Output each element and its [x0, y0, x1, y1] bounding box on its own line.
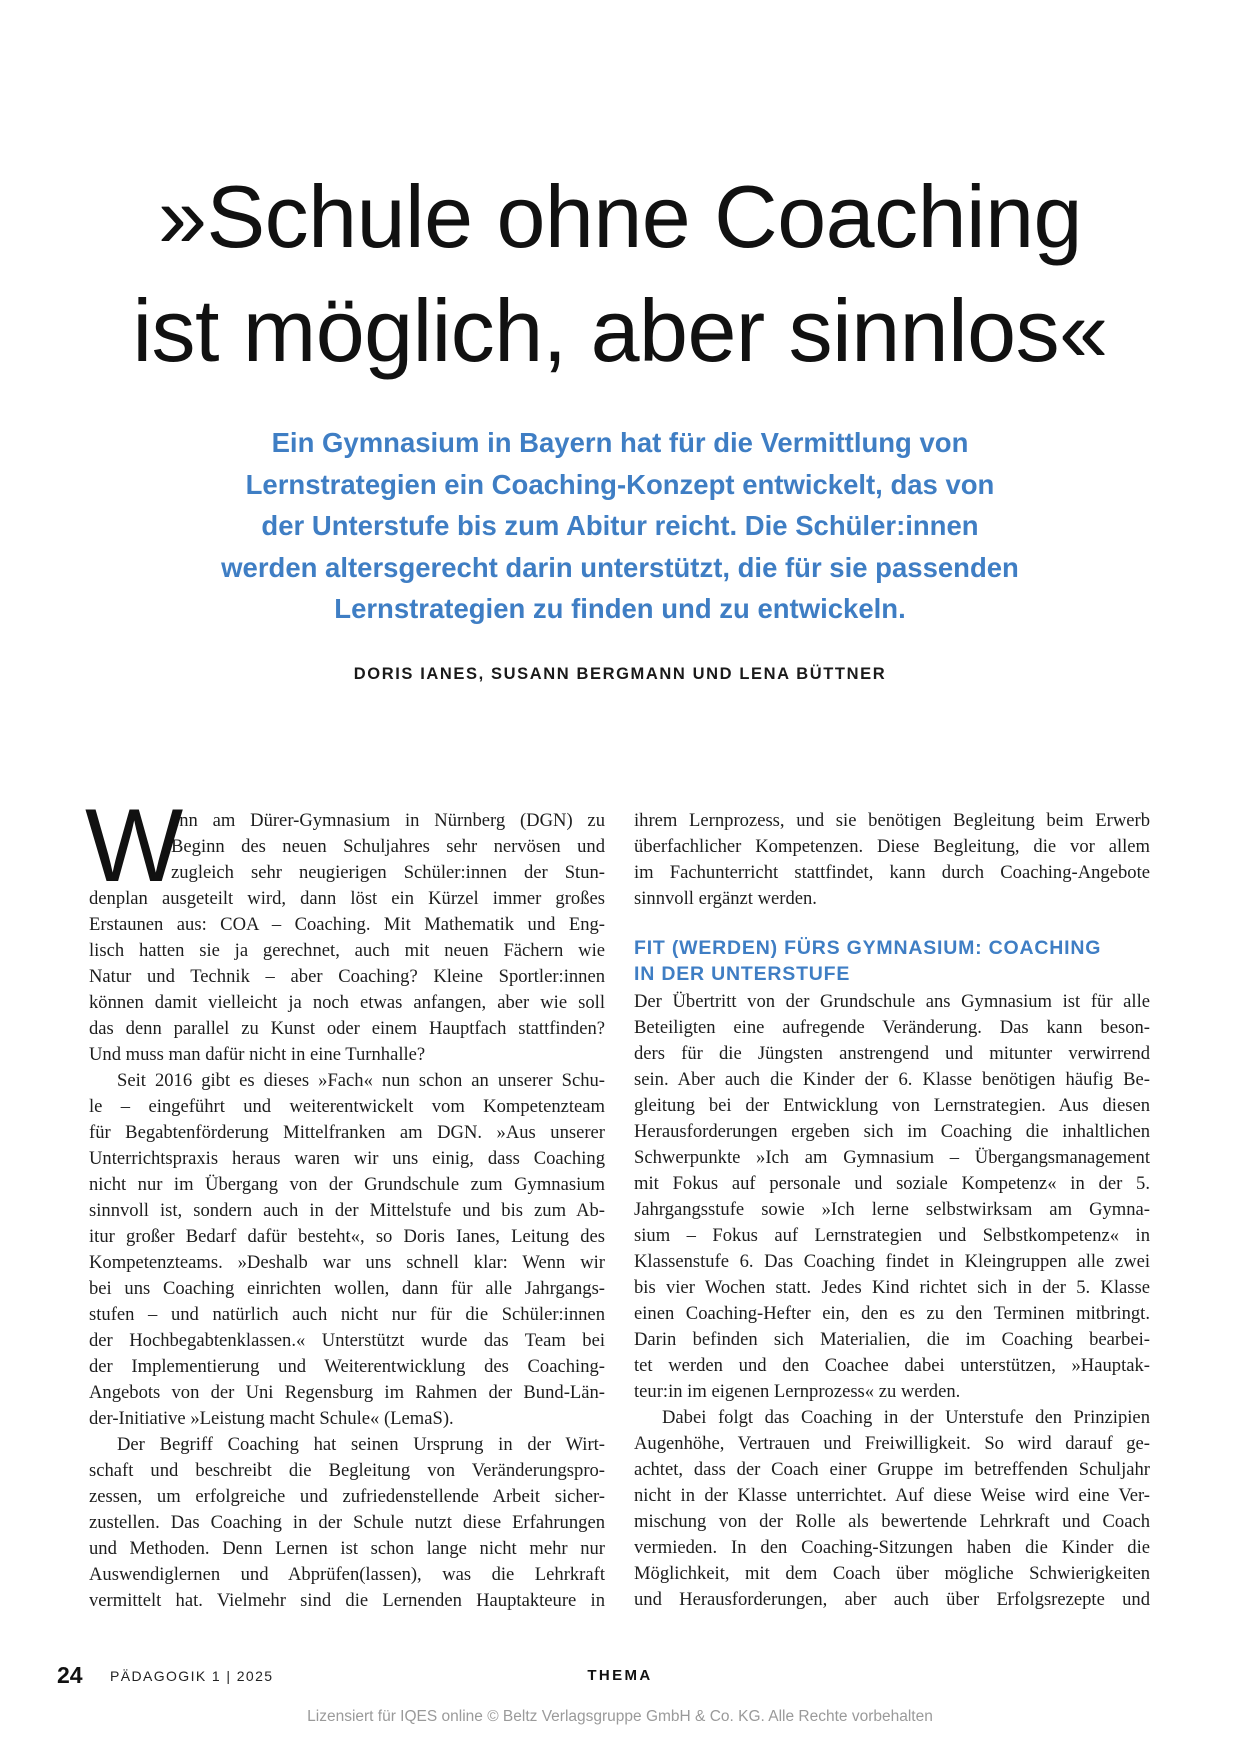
lead-line: werden altersgerecht darin unterstützt, die für sie passenden: [221, 551, 1019, 583]
text-line: gleitung bei der Entwicklung von Lernstrategien. Aus diesen: [634, 1095, 1150, 1116]
text-line: Jahrgangsstufe sowie »Ich lerne selbstwirksam am Gymna-: [634, 1199, 1150, 1220]
text-line: Erstaunen aus: COA – Coaching. Mit Mathematik und Eng-: [89, 914, 605, 935]
text-line: können damit vielleicht ja noch etwas anfangen, aber wie soll: [89, 992, 605, 1013]
text-line: das denn parallel zu Kunst oder einem Hauptfach stattfinden?: [89, 1018, 605, 1039]
text-line: bei uns Coaching einrichten wollen, dann für alle Jahrgangs-: [89, 1278, 605, 1299]
license-notice: Lizensiert für IQES online © Beltz Verlagsgruppe GmbH & Co. KG. Alle Rechte vorbehalten: [307, 1708, 933, 1725]
text-line: Seit 2016 gibt es dieses »Fach« nun schon an unserer Schu-: [117, 1070, 605, 1091]
text-line: Kompetenzteams. »Deshalb war uns schnell klar: Wenn wir: [89, 1252, 605, 1273]
lead-line: der Unterstufe bis zum Abitur reicht. Die Schüler:innen: [261, 510, 979, 541]
section-label: THEMA: [587, 1667, 653, 1684]
text-line: nicht in der Klasse unterrichtet. Auf diese Weise wird eine Ver-: [634, 1485, 1150, 1506]
drop-cap: W: [85, 788, 184, 904]
text-line: zessen, um erfolgreiche und zufriedenstellende Arbeit sicher-: [89, 1486, 605, 1507]
text-line: der Implementierung und Weiterentwicklung des Coaching-: [89, 1356, 605, 1377]
paragraph: [634, 1405, 1150, 1613]
title-line: »Schule ohne Coaching: [158, 167, 1082, 266]
text-line: und Methoden. Denn Lernen ist schon lange nicht mehr nur: [89, 1538, 605, 1559]
text-line: mischung von der Rolle als bewertende Lehrkraft und Coach: [634, 1511, 1150, 1532]
text-line: sinnvoll ist, sondern auch in der Mittelstufe und bis zum Ab-: [89, 1200, 605, 1221]
text-line: mit Fokus auf personale und soziale Kompetenz« in der 5.: [634, 1173, 1150, 1194]
text-line: tet werden und den Coachee dabei unterstützen, »Hauptak-: [634, 1355, 1150, 1376]
text-line: le – eingeführt und weiterentwickelt vom Kompetenzteam: [89, 1096, 605, 1117]
text-line: enn am Dürer-Gymnasium in Nürnberg (DGN) zu: [171, 810, 605, 831]
section-heading: [634, 935, 1150, 987]
text-line: Beginn des neuen Schuljahres sehr nervösen und: [171, 836, 605, 857]
title-line: ist möglich, aber sinnlos«: [132, 281, 1108, 380]
text-line: für Begabtenförderung Mittelfranken am DGN. »Aus unserer: [89, 1122, 605, 1143]
text-line: Schwerpunkte »Ich am Gymnasium – Übergangsmanagement: [634, 1147, 1150, 1168]
text-line: Möglichkeit, mit dem Coach über mögliche Schwierigkeiten: [634, 1563, 1150, 1584]
lead-line: Ein Gymnasium in Bayern hat für die Vermittlung von: [271, 427, 969, 458]
text-line: stufen – und natürlich auch nicht nur für die Schüler:innen: [89, 1304, 605, 1325]
body-column-right: [634, 808, 1150, 1613]
text-line: Der Begriff Coaching hat seinen Ursprung in der Wirt-: [117, 1434, 605, 1455]
text-line: achtet, dass der Coach einer Gruppe im betreffenden Schuljahr: [634, 1459, 1150, 1480]
heading-line: IN DER UNTERSTUFE: [634, 963, 851, 985]
text-line: sinnvoll ergänzt werden.: [634, 888, 817, 909]
article-title: [0, 160, 1240, 388]
authors-byline: DORIS IANES, SUSANN BERGMANN UND LENA BÜTTNER: [353, 665, 887, 683]
text-line: Dabei folgt das Coaching in der Unterstufe den Prinzipien: [662, 1407, 1150, 1428]
text-line: Der Übertritt von der Grundschule ans Gymnasium ist für alle: [634, 991, 1150, 1012]
text-line: Darin befinden sich Materialien, die im Coaching bearbei-: [634, 1329, 1150, 1350]
text-line: vermieden. In den Coaching-Sitzungen haben die Kinder die: [634, 1537, 1150, 1558]
text-line: Auswendiglernen und Abprüfen(lassen), was die Lehrkraft: [89, 1564, 605, 1585]
page-number: 24: [57, 1662, 83, 1688]
lead-line: Lernstrategien zu finden und zu entwickeln.: [334, 593, 906, 624]
text-line: itur großer Bedarf dafür besteht«, so Doris Ianes, Leitung des: [89, 1226, 605, 1247]
text-line: Beteiligten eine aufregende Veränderung. Das kann beson-: [634, 1017, 1150, 1038]
heading-line: FIT (WERDEN) FÜRS GYMNASIUM: COACHING: [634, 937, 1102, 959]
text-line: Und muss man dafür nicht in eine Turnhalle?: [89, 1044, 426, 1065]
text-line: zustellen. Das Coaching in der Schule nutzt diese Erfahrungen: [89, 1512, 605, 1533]
text-line: Natur und Technik – aber Coaching? Kleine Sportler:innen: [89, 966, 605, 987]
text-line: bis vier Wochen statt. Jedes Kind richtet sich in der 5. Klasse: [634, 1277, 1150, 1298]
text-line: Augenhöhe, Vertrauen und Freiwilligkeit. So wird darauf ge-: [634, 1433, 1150, 1454]
text-line: teur:in im eigenen Lernprozess« zu werden.: [634, 1381, 961, 1402]
paragraph: [634, 989, 1150, 1405]
text-line: einen Coaching-Hefter ein, den es zu den Terminen mitbringt.: [634, 1303, 1150, 1324]
text-line: der-Initiative »Leistung macht Schule« (LemaS).: [89, 1408, 454, 1429]
article-lead: [0, 422, 1240, 630]
text-line: schaft und beschreibt die Begleitung von Veränderungspro-: [89, 1460, 605, 1481]
text-line: überfachlicher Kompetenzen. Diese Begleitung, die vor allem: [634, 836, 1150, 857]
text-line: Angebots von der Uni Regensburg im Rahmen der Bund-Län-: [89, 1382, 605, 1403]
text-line: denplan ausgeteilt wird, dann löst ein Kürzel immer großes: [89, 888, 605, 909]
text-line: ders für die Jüngsten anstrengend und mitunter verwirrend: [634, 1043, 1150, 1064]
lead-line: Lernstrategien ein Coaching-Konzept entwickelt, das von: [245, 468, 995, 500]
paragraph: [89, 1432, 605, 1614]
text-line: zugleich sehr neugierigen Schüler:innen der Stun-: [171, 862, 605, 883]
text-line: im Fachunterricht stattfindet, kann durch Coaching-Angebote: [634, 862, 1150, 883]
text-line: Herausforderungen ergeben sich im Coaching die inhaltlichen: [634, 1121, 1150, 1142]
body-column-left: [85, 788, 605, 1614]
magazine-issue: PÄDAGOGIK 1 | 2025: [110, 1668, 274, 1684]
text-line: nicht nur im Übergang von der Grundschule zum Gymnasium: [89, 1174, 605, 1195]
text-line: und Herausforderungen, aber auch über Erfolgsrezepte und: [634, 1589, 1150, 1610]
text-line: Unterrichtspraxis heraus waren wir uns einig, dass Coaching: [89, 1148, 605, 1169]
text-line: Klassenstufe 6. Das Coaching findet in Kleingruppen alle zwei: [634, 1251, 1150, 1272]
text-line: lisch hatten sie ja gerechnet, auch mit neuen Fächern wie: [89, 940, 605, 961]
text-line: sein. Aber auch die Kinder der 6. Klasse benötigen häufig Be-: [634, 1069, 1150, 1090]
text-line: sium – Fokus auf Lernstrategien und Selbstkompetenz« in: [634, 1225, 1150, 1246]
text-line: der Hochbegabtenklassen.« Unterstützt wurde das Team bei: [89, 1330, 605, 1351]
text-line: vermittelt hat. Vielmehr sind die Lernenden Hauptakteure in: [89, 1590, 605, 1611]
paragraph: [89, 1068, 605, 1432]
text-line: ihrem Lernprozess, und sie benötigen Begleitung beim Erwerb: [634, 810, 1150, 831]
paragraph: [634, 808, 1150, 912]
